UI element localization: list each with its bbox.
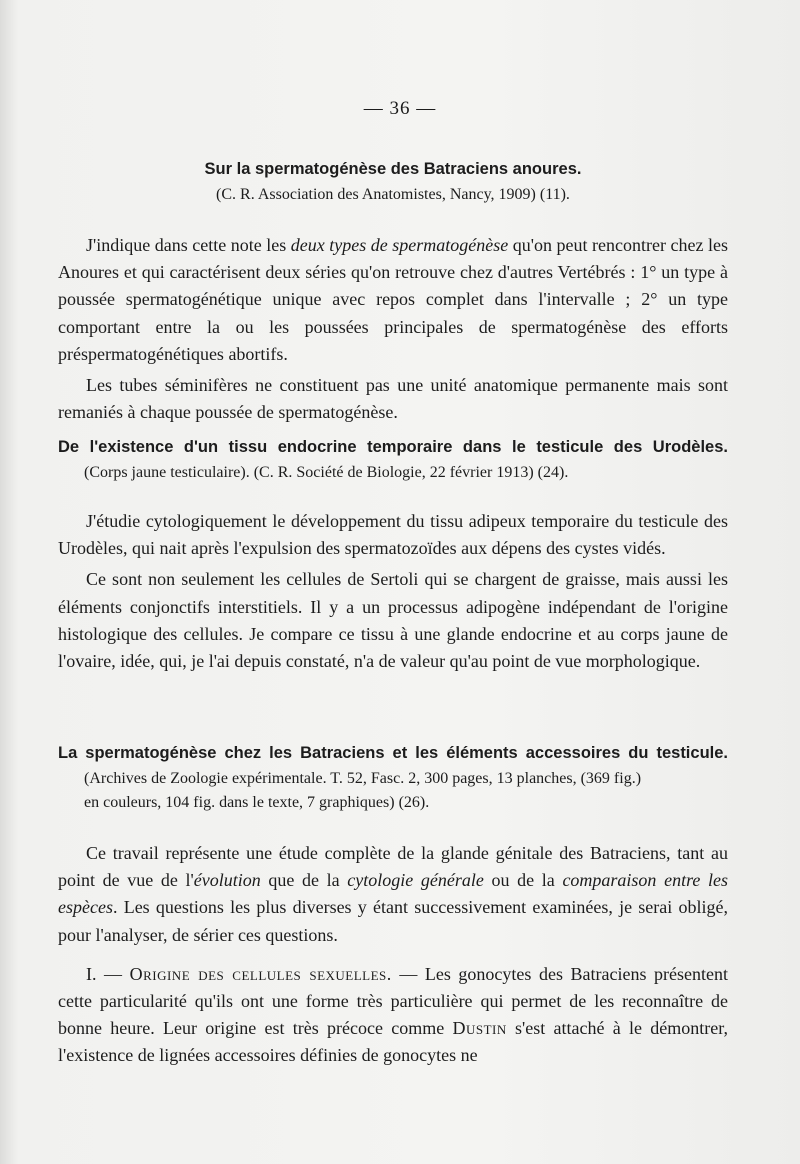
section-2-paragraph-2: Ce sont non seulement les cellules de Sertoli qui se chargent de graisse, mais aussi les éléments conjonctifs interstitiels. Il y a un processus adipogène indépendant de l'origine histologique des cellules. Je compare ce tissu à une glande endocrine et au corps jaune de l'ovaire, idée, qui, je l'ai depuis constaté, n'a de valeur qu'au point de vue morphologique. [58,569,728,672]
section-3-reference-line-1: (Archives de Zoologie expérimentale. T. 52, Fasc. 2, 300 pages, 13 planches, (369 fig.) [84,770,642,787]
section-2-body [58,508,728,675]
section-1-title: Sur la spermatogénèse des Batraciens anoures. [204,160,582,178]
page-number: — 36 — [363,98,437,119]
emphasis-text: cytologie générale [347,870,484,891]
subsection-heading: Origine des cellules sexuelles. [129,963,392,984]
text-run: — Les gonocytes des Batraciens présentent cette particularité qu'ils ont une forme très particulière qui permet de les reconnaître de bonne heure. Leur origine est très précoce comme [58,963,728,1039]
subsection-numeral: I. — [86,963,130,984]
section-1-paragraph-1 [58,232,728,368]
emphasis-text: comparaison entre les espèces [58,870,729,918]
text-run: qu'on peut rencontrer chez les Anoures et qui caractérisent deux séries qu'on retrouve chez d'autres Vertébrés : 1° un type à poussée spermatogénétique unique avec repos complet dans l'intervalle ; 2° un type comportant entre la ou les poussées principales de spermatogénèse des efforts préspermatogénétiques abortifs. [58,235,728,364]
author-name: Dustin [452,1018,507,1039]
subsection-origin-paragraph [58,961,728,1070]
section-2 [58,438,728,485]
section-3-paragraph [58,840,728,949]
section-3 [58,744,728,815]
text-run: Ce travail représente une étude complète de la glande génitale des Batraciens, tant au point de vue de l' [58,843,728,891]
section-1 [58,160,728,207]
section-3-reference-line-2: en couleurs, 104 fig. dans le texte, 7 graphiques) (26). [84,794,430,811]
section-2-reference: (Corps jaune testiculaire). (C. R. Société de Biologie, 22 février 1913) (24). [84,464,569,481]
emphasis-text: évolution [193,870,261,891]
section-2-title: De l'existence d'un tissu endocrine temporaire dans le testicule des Urodèles. [58,438,728,456]
section-3-title: La spermatogénèse chez les Batraciens et les éléments accessoires du testicule. [58,744,728,762]
emphasis-text: deux types de spermatogénèse [290,235,509,255]
section-1-reference: (C. R. Association des Anatomistes, Nancy, 1909) (11). [216,186,570,203]
text-run: s'est attaché à le démontrer, l'existence de lignées accessoires définies de gonocytes ne [58,1018,729,1066]
section-2-paragraph-1: J'étudie cytologiquement le développement du tissu adipeux temporaire du testicule des Urodèles, qui nait après l'expulsion des spermatozoïdes aux dépens des cystes vidés. [58,511,728,559]
section-1-body [58,232,728,426]
section-1-paragraph-2: Les tubes séminifères ne constituent pas une unité anatomique permanente mais sont remaniés à chaque poussée de spermatogénèse. [58,375,728,423]
section-3-body [58,840,728,1070]
text-run: J'indique dans cette note les [86,235,291,255]
text-run: ou de la [483,870,563,891]
text-run: que de la [260,870,348,891]
text-run: . Les questions les plus diverses y étant successivement examinées, je serai obligé, pour l'analyser, de sérier ces questions. [58,897,728,945]
